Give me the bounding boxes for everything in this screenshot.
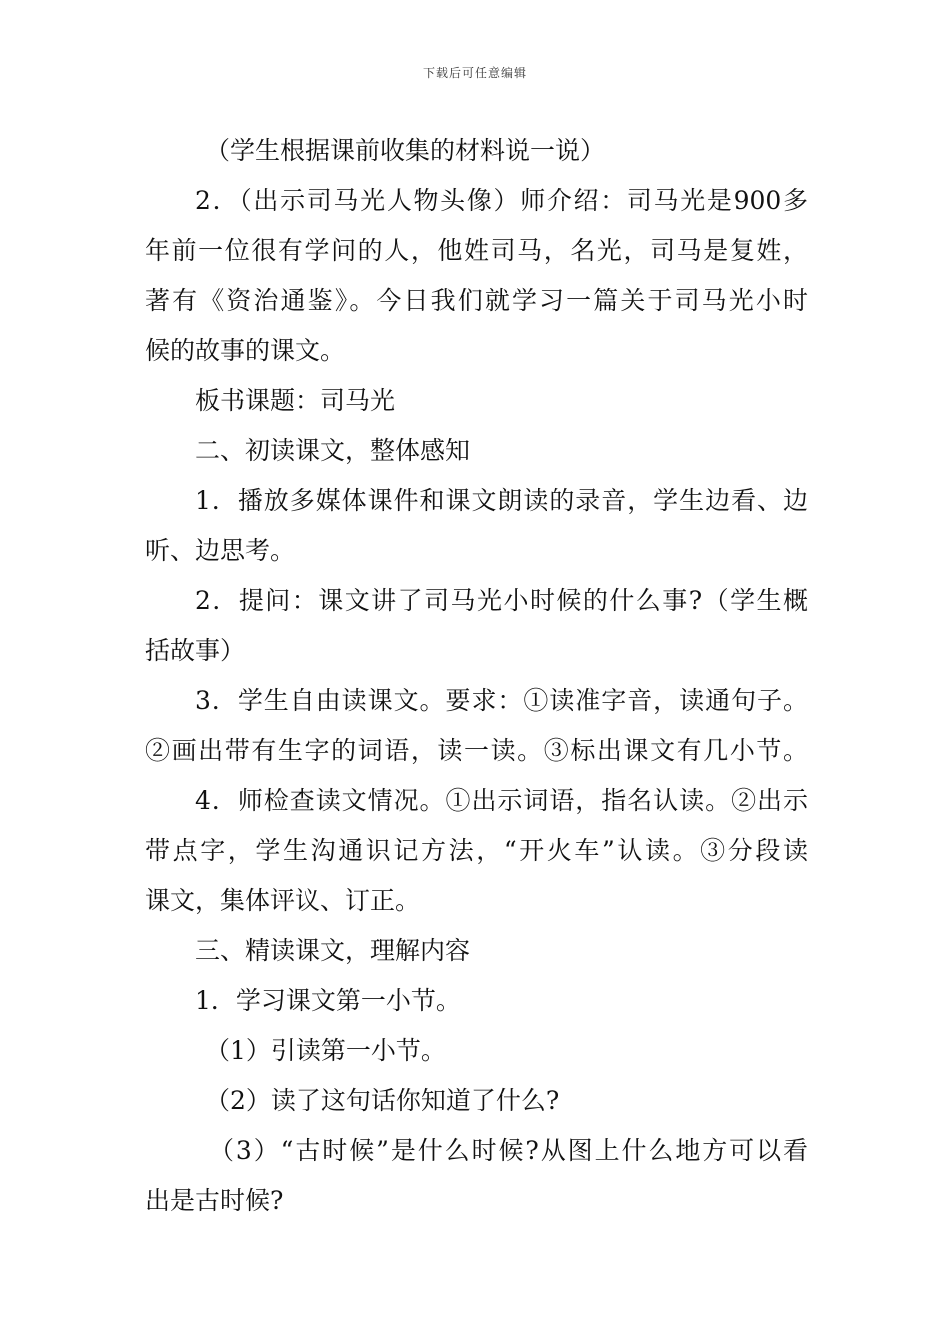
paragraph-line: 1．学习课文第一小节。 <box>195 986 461 1015</box>
paragraph-line: （2）读了这句话你知道了什么? <box>205 1086 560 1115</box>
page-header: 下载后可任意编辑 <box>422 66 527 80</box>
paragraph-line: 著有《资治通鉴》。今日我们就学习一篇关于司马光小时 <box>145 286 808 315</box>
paragraph-line: 板书课题：司马光 <box>195 386 396 415</box>
paragraph-line: （3）“古时候”是什么时候?从图上什么地方可以看 <box>209 1136 808 1165</box>
paragraph-line: 出是古时候? <box>145 1186 284 1215</box>
paragraph-line: （1）引读第一小节。 <box>205 1036 446 1065</box>
paragraph-line: （学生根据课前收集的材料说一说） <box>205 136 606 165</box>
paragraph-line: 候的故事的课文。 <box>145 336 346 365</box>
paragraph-line: 年前一位很有学问的人，他姓司马，名光，司马是复姓， <box>145 236 808 265</box>
paragraph-line: 课文，集体评议、订正。 <box>145 886 421 915</box>
paragraph-line: 4．师检查读文情况。①出示词语，指名认读。②出示 <box>195 786 808 815</box>
document-body <box>145 126 808 1226</box>
section-heading: 二、初读课文，整体感知 <box>195 436 471 465</box>
paragraph-line: 带点字，学生沟通识记方法，“开火车”认读。③分段读 <box>145 836 808 865</box>
paragraph-line: 3．学生自由读课文。要求：①读准字音，读通句子。 <box>195 686 808 715</box>
paragraph-line: 括故事） <box>145 636 246 665</box>
paragraph-line: 听、边思考。 <box>145 536 296 565</box>
paragraph-line: 2．提问：课文讲了司马光小时候的什么事?（学生概 <box>195 586 808 615</box>
paragraph-line: ②画出带有生字的词语，读一读。③标出课文有几小节。 <box>145 736 808 765</box>
paragraph-line: 1．播放多媒体课件和课文朗读的录音，学生边看、边 <box>195 486 808 515</box>
section-heading: 三、精读课文，理解内容 <box>195 936 471 965</box>
paragraph-line: 2．（出示司马光人物头像）师介绍：司马光是900多 <box>195 186 808 215</box>
